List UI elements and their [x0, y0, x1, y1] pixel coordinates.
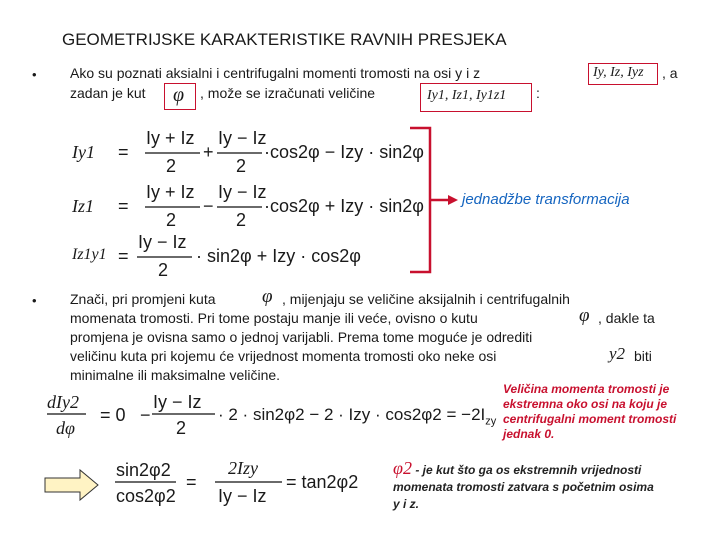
tan-rnum: 2Izy	[228, 458, 258, 478]
eq3-lhs: Iz1y1	[72, 246, 107, 263]
p2-l1a: Znači, pri promjeni kuta	[70, 291, 216, 307]
p1-end2: :	[536, 85, 540, 101]
tan-lden: cos2φ2	[116, 486, 176, 506]
eq2-num1: Iy + Iz	[146, 182, 195, 202]
p1-line2a: zadan je kut	[70, 85, 146, 101]
tan-lnum: sin2φ2	[116, 460, 171, 480]
phi2-note: φ2 - je kut što ga os ekstremnih vrijednosti momenata tromosti zatvara s početnim osima y i z.	[393, 458, 654, 511]
eq1-equals: =	[118, 142, 129, 162]
eq2-den2: 2	[236, 210, 247, 230]
eq3-equals: =	[118, 246, 129, 266]
page-title: GEOMETRIJSKE KARAKTERISTIKE RAVNIH PRESJEKA	[62, 30, 507, 49]
eq2-minus: −	[203, 196, 214, 216]
p1-end1: , a	[662, 65, 678, 81]
deriv-den: dφ	[56, 418, 75, 438]
tan-rden: Iy − Iz	[218, 486, 267, 506]
deriv-minus: −	[140, 405, 151, 425]
deriv-tail: · 2 · sin2φ2 − 2 · Izy · $\cos 2\varphi 2 = -2I_{zy}$	[218, 405, 497, 428]
eq2-lhs: Iz1	[72, 196, 94, 216]
eq1-num1: Iy + Iz	[146, 128, 195, 148]
eq3-num1: Iy − Iz	[138, 232, 187, 252]
p2-phi-2: φ	[579, 305, 590, 326]
eq3-tail: · sin2φ + Izy · cos2φ	[196, 246, 361, 266]
symbols-1: Iy, Iz, Iyz	[593, 65, 644, 80]
bullet-2: •	[32, 293, 37, 308]
eq1-plus: +	[203, 142, 214, 162]
eq2-equals: =	[118, 196, 129, 216]
bullet-1: •	[32, 67, 37, 82]
deriv-frac-den: 2	[176, 418, 187, 438]
p2-l1b: , mijenjaju se veličine aksijalnih i centrifugalnih	[282, 291, 570, 307]
eq1-num2: Iy − Iz	[218, 128, 267, 148]
p2-l4a: veličinu kuta pri kojemu će vrijednost momenta tromosti oko neke osi	[70, 348, 497, 364]
eq2-num2: Iy − Iz	[218, 182, 267, 202]
transform-label: jednadžbe transformacija	[462, 191, 630, 208]
phi-symbol: φ	[173, 84, 185, 106]
p2-l2a: momenata tromosti. Pri tome postaju manje ili veće, ovisno o kutu	[70, 310, 478, 326]
p2-l4b: biti	[634, 348, 652, 364]
p2-l3: promjena je ovisna samo o jednoj varijabli. Prema tome moguće je odrediti	[70, 329, 533, 345]
p2-y2-symbol: y2	[609, 344, 626, 363]
eq1-den2: 2	[236, 156, 247, 176]
deriv-num: dIy2	[47, 392, 79, 412]
p2-l2b: , dakle ta	[598, 310, 655, 326]
eq1-lhs: Iy1	[72, 142, 95, 162]
p2-phi-1: φ	[262, 286, 273, 307]
extremum-note: Veličina momenta tromosti je ekstremna oko osi na koju je centrifugalni moment tromosti jednak 0.	[503, 382, 677, 441]
eq1-tail: ·cos2φ − Izy · sin2φ	[264, 142, 424, 162]
p1-line2b: , može se izračunati veličine	[200, 85, 376, 101]
eq1-den1: 2	[166, 156, 177, 176]
tan-eq-sign: =	[186, 472, 197, 492]
phi2-symbol: φ2	[393, 458, 412, 478]
eq2-den1: 2	[166, 210, 177, 230]
eq3-den1: 2	[158, 260, 169, 280]
tan-tail: = tan2φ2	[286, 472, 359, 492]
p1-line1: Ako su poznati aksialni i centrifugalni momenti tromosti na osi y i z	[70, 65, 481, 81]
symbols-2: Iy1, Iz1, Iy1z1	[427, 88, 507, 103]
deriv-frac-num: Iy − Iz	[153, 392, 202, 412]
p2-l5: minimalne ili maksimalne veličine.	[70, 367, 281, 383]
deriv-eq-zero: = 0	[100, 405, 126, 425]
eq2-tail: ·cos2φ + Izy · sin2φ	[264, 196, 424, 216]
